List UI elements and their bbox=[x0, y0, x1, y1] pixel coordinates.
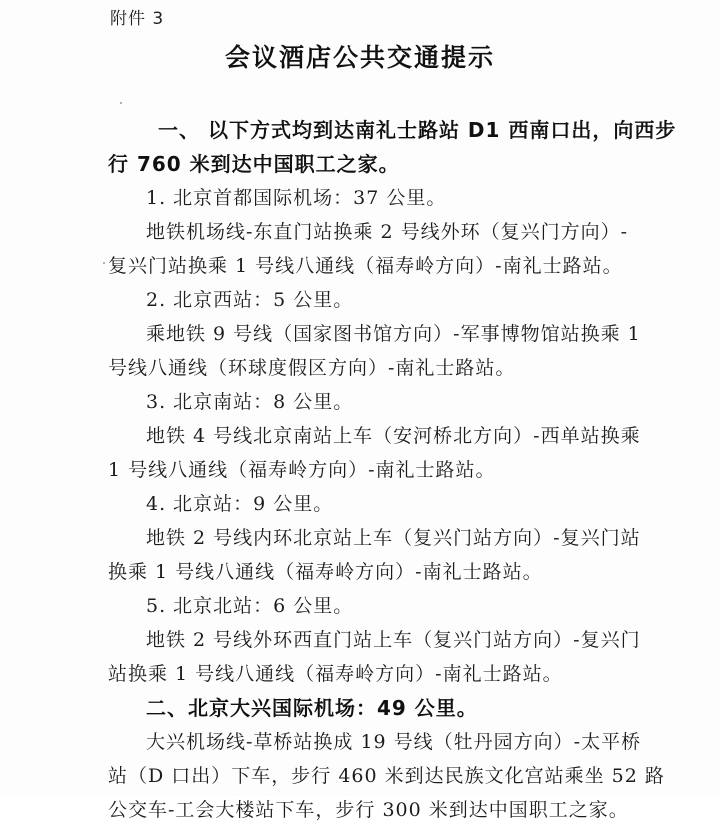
item-route-line: 乘地铁 9 号线（国家图书馆方向）-军事博物馆站换乘 1 bbox=[146, 323, 641, 345]
section2-route-line: 站（D 口出）下车，步行 460 米到达民族文化宫站乘坐 52 路 bbox=[108, 765, 665, 787]
item-route-line: 1 号线八通线（福寿岭方向）-南礼士路站。 bbox=[108, 459, 496, 481]
annex-label: 附件 3 bbox=[110, 9, 165, 29]
scan-speck bbox=[120, 102, 122, 104]
section2-route-line: 公交车-工会大楼站下车，步行 300 米到达中国职工之家。 bbox=[108, 799, 629, 821]
item-label: 5. 北京北站：6 公里。 bbox=[146, 595, 354, 617]
item-label: 4. 北京站：9 公里。 bbox=[146, 493, 334, 515]
item-route-line: 地铁 2 号线外环西直门站上车（复兴门站方向）-复兴门 bbox=[146, 629, 641, 651]
item-route-line: 地铁机场线-东直门站换乘 2 号线外环（复兴门方向）- bbox=[146, 221, 629, 243]
item-label: 1. 北京首都国际机场：37 公里。 bbox=[146, 187, 447, 209]
item-route-line: 站换乘 1 号线八通线（福寿岭方向）-南礼士路站。 bbox=[108, 663, 563, 685]
item-route-line: 地铁 2 号线内环北京站上车（复兴门站方向）-复兴门站 bbox=[146, 527, 641, 549]
item-label: 2. 北京西站：5 公里。 bbox=[146, 289, 354, 311]
item-route-line: 号线八通线（环球度假区方向）-南礼士路站。 bbox=[108, 357, 516, 379]
section1-heading-line2: 行 760 米到达中国职工之家。 bbox=[108, 152, 400, 176]
section2-heading: 二、北京大兴国际机场：49 公里。 bbox=[146, 696, 478, 720]
item-label: 3. 北京南站：8 公里。 bbox=[146, 391, 354, 413]
section2-route-line: 大兴机场线-草桥站换成 19 号线（牡丹园方向）-太平桥 bbox=[146, 731, 642, 753]
scan-speck bbox=[103, 262, 105, 264]
item-route-line: 复兴门站换乘 1 号线八通线（福寿岭方向）-南礼士路站。 bbox=[108, 255, 623, 277]
page-title: 会议酒店公共交通提示 bbox=[224, 43, 495, 72]
item-route-line: 换乘 1 号线八通线（福寿岭方向）-南礼士路站。 bbox=[108, 561, 543, 583]
item-route-line: 地铁 4 号线北京南站上车（安河桥北方向）-西单站换乘 bbox=[146, 425, 641, 447]
section1-heading-line1: 一、 以下方式均到达南礼士路站 D1 西南口出，向西步 bbox=[158, 118, 677, 142]
